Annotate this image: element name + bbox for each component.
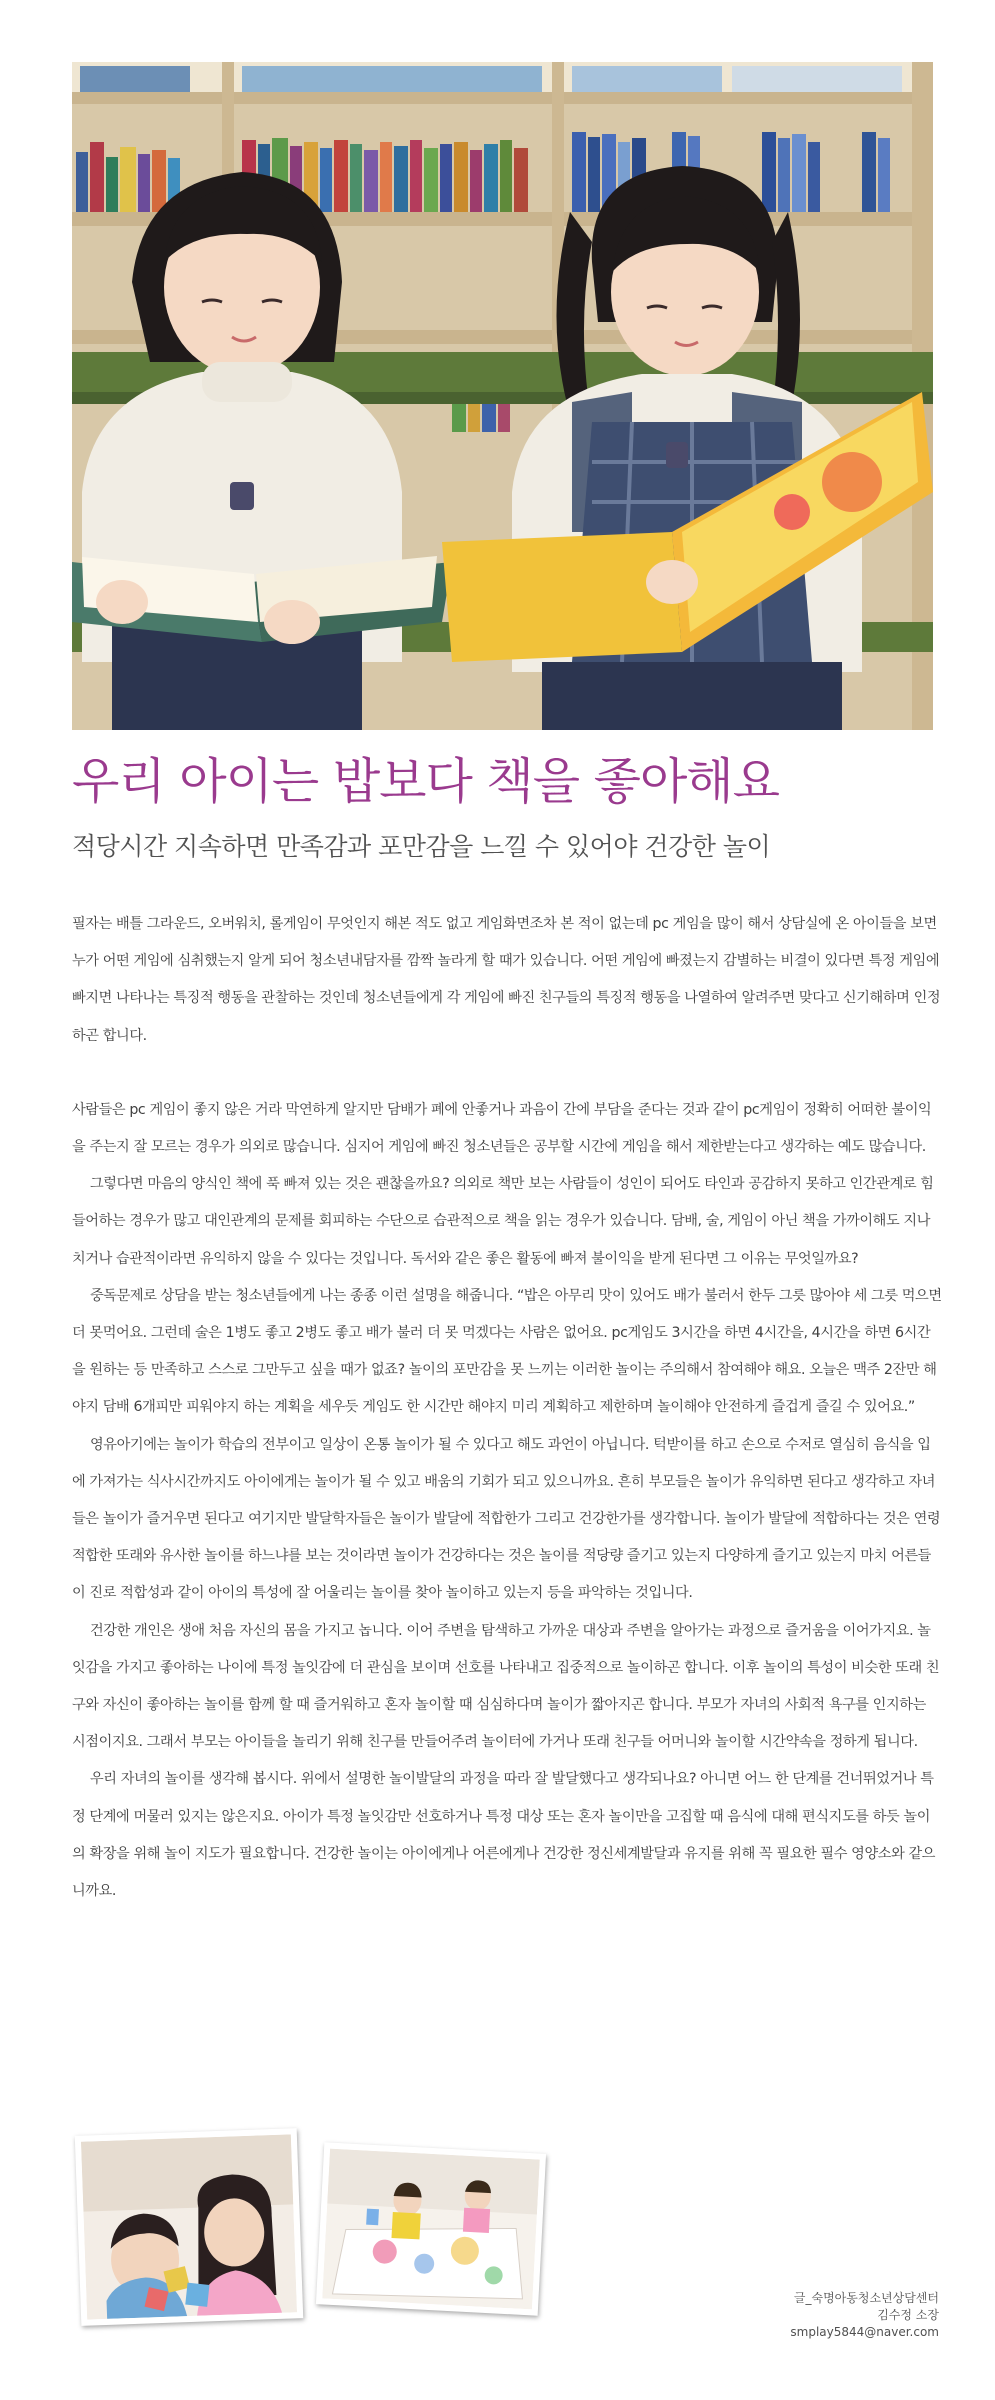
paragraph: 그렇다면 마음의 양식인 책에 푹 빠져 있는 것은 괜찮을까요? 의외로 책만 보는 사람들이 성인이 되어도 타인과 공감하지 못하고 인간관계로 힘들어하는 경우가 많고 대인관계의 문제를 회피하는 수단으로 습관적으로 책을 읽는 경우가 있습니다. 담배, 술, 게임이 아닌 책을 가까이해도 지나치거나 습관적이라면 유익하지 않을 수 있다는 것입니다. 독서와 같은 좋은 활동에 빠져 불이익을 받게 된다면 그 이유는 무엇일까요?	[72, 1176, 934, 1267]
paragraph-gap	[72, 1055, 942, 1092]
credit-organization: 글_숙명아동청소년상담센터	[793, 2291, 939, 2305]
photo-children-painting	[316, 2142, 546, 2315]
paragraph: 건강한 개인은 생애 처음 자신의 몸을 가지고 놉니다. 이어 주변을 탐색하고 가까운 대상과 주변을 알아가는 과정으로 즐거움을 이어가지요. 놀잇감을 가지고 좋아하는 나이에 특정 놀잇감에 더 관심을 보이며 선호를 나타내고 집중적으로 놀이하곤 합니다. 이후 놀이의 특성이 비슷한 또래 친구와 자신이 좋아하는 놀이를 함께 할 때 즐거워하고 혼자 놀이할 때 심심하다며 놀이가 짧아지곤 합니다. 부모가 자녀의 사회적 욕구를 인지하는 시점이지요. 그래서 부모는 아이들을 놀리기 위해 친구를 만들어주려 놀이터에 가거나 또래 친구들 어머니와 놀이할 시간약속을 정하게 됩니다.	[72, 1622, 940, 1751]
credit-email: smplay5844@naver.com	[790, 2325, 939, 2339]
paragraph: 필자는 배틀 그라운드, 오버워치, 롤게임이 무엇인지 해본 적도 없고 게임화면조차 본 적이 없는데 pc 게임을 많이 해서 상담실에 온 아이들을 보면 누가 어떤 게임에 심취했는지 알게 되어 청소년내담자를 깜짝 놀라게 할 때가 있습니다. 어떤 게임에 빠졌는지 감별하는 비결이 있다면 특정 게임에 빠지면 나타나는 특징적 행동을 관찰하는 것인데 청소년들에게 각 게임에 빠진 친구들의 특징적 행동을 나열하여 알려주면 맞다고 신기해하며 인정하곤 합니다.	[72, 916, 941, 1044]
paragraph: 영유아기에는 놀이가 학습의 전부이고 일상이 온통 놀이가 될 수 있다고 해도 과언이 아닙니다. 턱받이를 하고 손으로 수저로 열심히 음식을 입에 가져가는 식사시간까지도 아이에게는 놀이가 될 수 있고 배움의 기회가 되고 있으니까요. 흔히 부모들은 놀이가 유익하면 된다고 생각하고 자녀들은 놀이가 즐거우면 된다고 여기지만 발달학자들은 놀이가 발달에 적합한가 그리고 건강한가를 생각합니다. 놀이가 발달에 적합하다는 것은 연령 적합한 또래와 유사한 놀이를 하느냐를 보는 것이라면 놀이가 건강하다는 것은 놀이를 적당량 즐기고 있는지 다양하게 즐기고 있는지 마치 어른들이 진로 적합성과 같이 아이의 특성에 잘 어울리는 놀이를 찾아 놀이하고 있는지 등을 파악하는 것입니다.	[72, 1436, 941, 1602]
credit-author: 김수정 소장	[877, 2308, 939, 2322]
paragraph: 중독문제로 상담을 받는 청소년들에게 나는 종종 이런 설명을 해줍니다. “밥은 아무리 맛이 있어도 배가 불러서 한두 그릇 많아야 세 그릇 먹으면 더 못먹어요. 그런데 술은 1병도 좋고 2병도 좋고 배가 불러 더 못 먹겠다는 사람은 없어요. pc게임도 3시간을 하면 4시간을, 4시간을 하면 6시간을 원하는 등 만족하고 스스로 그만두고 싶을 때가 없죠? 놀이의 포만감을 못 느끼는 이러한 놀이는 주의해서 참여해야 해요. 오늘은 맥주 2잔만 해야지 담배 6개피만 피워야지 하는 계획을 세우듯 게임도 한 시간만 해야지 미리 계획하고 제한하며 놀이해야 안전하게 즐겁게 즐길 수 있어요.”	[72, 1287, 942, 1416]
paragraph: 사람들은 pc 게임이 좋지 않은 거라 막연하게 알지만 담배가 폐에 안좋거나 과음이 간에 부담을 준다는 것과 같이 pc게임이 정확히 어떠한 불이익을 주는지 잘 모르는 경우가 의외로 많습니다. 심지어 게임에 빠진 청소년들은 공부할 시간에 게임을 해서 제한받는다고 생각하는 예도 많습니다.	[72, 1101, 932, 1156]
photo-children-playing	[75, 2128, 303, 2326]
paragraph: 우리 자녀의 놀이를 생각해 봅시다. 위에서 설명한 놀이발달의 과정을 따라 잘 발달했다고 생각되나요? 아니면 어느 한 단계를 건너뛰었거나 특정 단계에 머물러 있지는 않은지요. 아이가 특정 놀잇감만 선호하거나 특정 대상 또는 혼자 놀이만을 고집할 때 음식에 대해 편식지도를 하듯 놀이의 확장을 위해 놀이 지도가 필요합니다. 건강한 놀이는 아이에게나 어른에게나 건강한 정신세계발달과 유지를 위해 꼭 필요한 필수 영양소와 같으니까요.	[72, 1771, 936, 1900]
article-subtitle: 적당시간 지속하면 만족감과 포만감을 느낄 수 있어야 건강한 놀이	[72, 832, 771, 861]
article-body	[72, 906, 942, 1910]
hero-photo	[72, 62, 933, 730]
article-title: 우리 아이는 밥보다 책을 좋아해요	[72, 753, 779, 810]
author-credit	[790, 2290, 939, 2341]
photo-gallery	[72, 2128, 592, 2328]
